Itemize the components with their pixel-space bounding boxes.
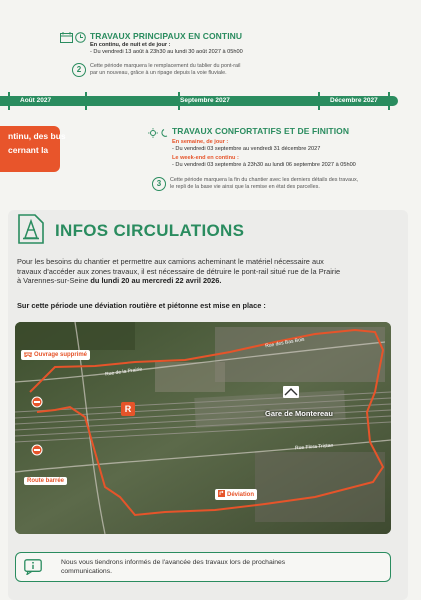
street-prairie: Rue de la Prairie (104, 366, 143, 378)
phase1-subtitle: En continu, de nuit et de jour : (90, 42, 171, 48)
phase2-weekday-heading: En semaine, de jour : (172, 139, 229, 145)
phase2-weekend-heading: Le week-end en continu : (172, 155, 239, 161)
timeline-tick (388, 92, 390, 110)
bus-info-tab (0, 126, 66, 172)
phase1-dates: - Du vendredi 13 août à 23h30 au lundi 30 août 2027 à 05h00 (90, 49, 243, 55)
step-3-badge: 3 (152, 177, 166, 191)
gare-label: Gare de Montereau (265, 409, 333, 418)
phase1-note-2: par un nouveau, grâce à un ripage depuis la voie fluviale. (90, 70, 227, 76)
timeline-label-decembre: Décembre 2027 (330, 96, 378, 104)
timeline-tick (8, 92, 10, 110)
bridge-icon (24, 351, 32, 359)
calendar-icon (60, 30, 73, 48)
label-ouvrage-supprime (21, 350, 90, 360)
footer-line-1: Nous vous tiendrons informés de l'avancée des travaux lors de prochaines (61, 559, 286, 566)
step-2-badge: 2 (72, 63, 86, 77)
bus-info-line-2: cernant la (8, 145, 49, 155)
footer-line-2: communications. (61, 567, 112, 575)
label-route-barree: Route barrée (24, 477, 67, 485)
phase2-weekday-dates: - Du vendredi 03 septembre au vendredi 31 décembre 2027 (172, 146, 321, 152)
phase2-weekend-dates: - Du vendredi 03 septembre à 23h30 au lundi 06 septembre 2027 à 05h00 (172, 162, 356, 168)
train-station-icon (283, 386, 299, 398)
clock-icon (75, 30, 86, 48)
info-icon (24, 559, 42, 580)
infos-title: INFOS CIRCULATIONS (55, 221, 245, 240)
deviation-intro: Sur cette période une déviation routière et piétonne est mise en place : (17, 301, 266, 310)
timeline-tick (318, 92, 320, 110)
phase2-title: TRAVAUX CONFORTATIFS ET DE FINITION (172, 126, 350, 136)
timeline-label-septembre: Septembre 2027 (180, 96, 230, 104)
traffic-cone-icon (15, 213, 47, 250)
label-deviation (215, 489, 257, 500)
r-marker: R (121, 402, 135, 416)
detour-icon (218, 490, 225, 499)
deviation-map (15, 322, 391, 534)
phase2-note-1: Cette période marquera la fin du chantier avec les derniers détails des travaux, (170, 177, 359, 183)
infos-para-dates: du lundi 20 au mercredi 22 avril 2026. (90, 276, 222, 286)
phase1-note-1: Cette période marquera le remplacement du tablier du pont-rail (90, 63, 241, 69)
infos-para-line-3-a: à Varennes-sur-Seine (17, 276, 91, 286)
bus-info-line-1: ntinu, des bus (8, 131, 66, 141)
infos-para-line-2: travaux d'accéder aux zones travaux, il est nécessaire de détruire le pont-rail situé rue de la Prairie (17, 266, 341, 276)
info-footer (15, 552, 391, 582)
footer-text (61, 559, 285, 576)
sun-moon-icon (148, 125, 168, 143)
timeline-tick (85, 92, 87, 110)
infos-para-line-3 (17, 276, 407, 286)
phase2-note-2: le repli de la base vie ainsi que la remise en état des parcelles. (170, 184, 320, 190)
ouvrage-supprime-text: Ouvrage supprimé (34, 352, 88, 358)
street-flora-tristan: Rue Flora Tristan (294, 442, 334, 452)
infos-paragraph (17, 257, 407, 286)
timeline-label-aout: Août 2027 (20, 96, 52, 104)
phase1-title: TRAVAUX PRINCIPAUX EN CONTINU (90, 31, 243, 41)
street-bas-bois: Rue des Bas Bois (264, 336, 305, 350)
deviation-text: Déviation (227, 491, 255, 498)
infos-para-line-1: Pour les besoins du chantier et permettre aux camions acheminant le matériel nécessaire aux (17, 257, 324, 266)
